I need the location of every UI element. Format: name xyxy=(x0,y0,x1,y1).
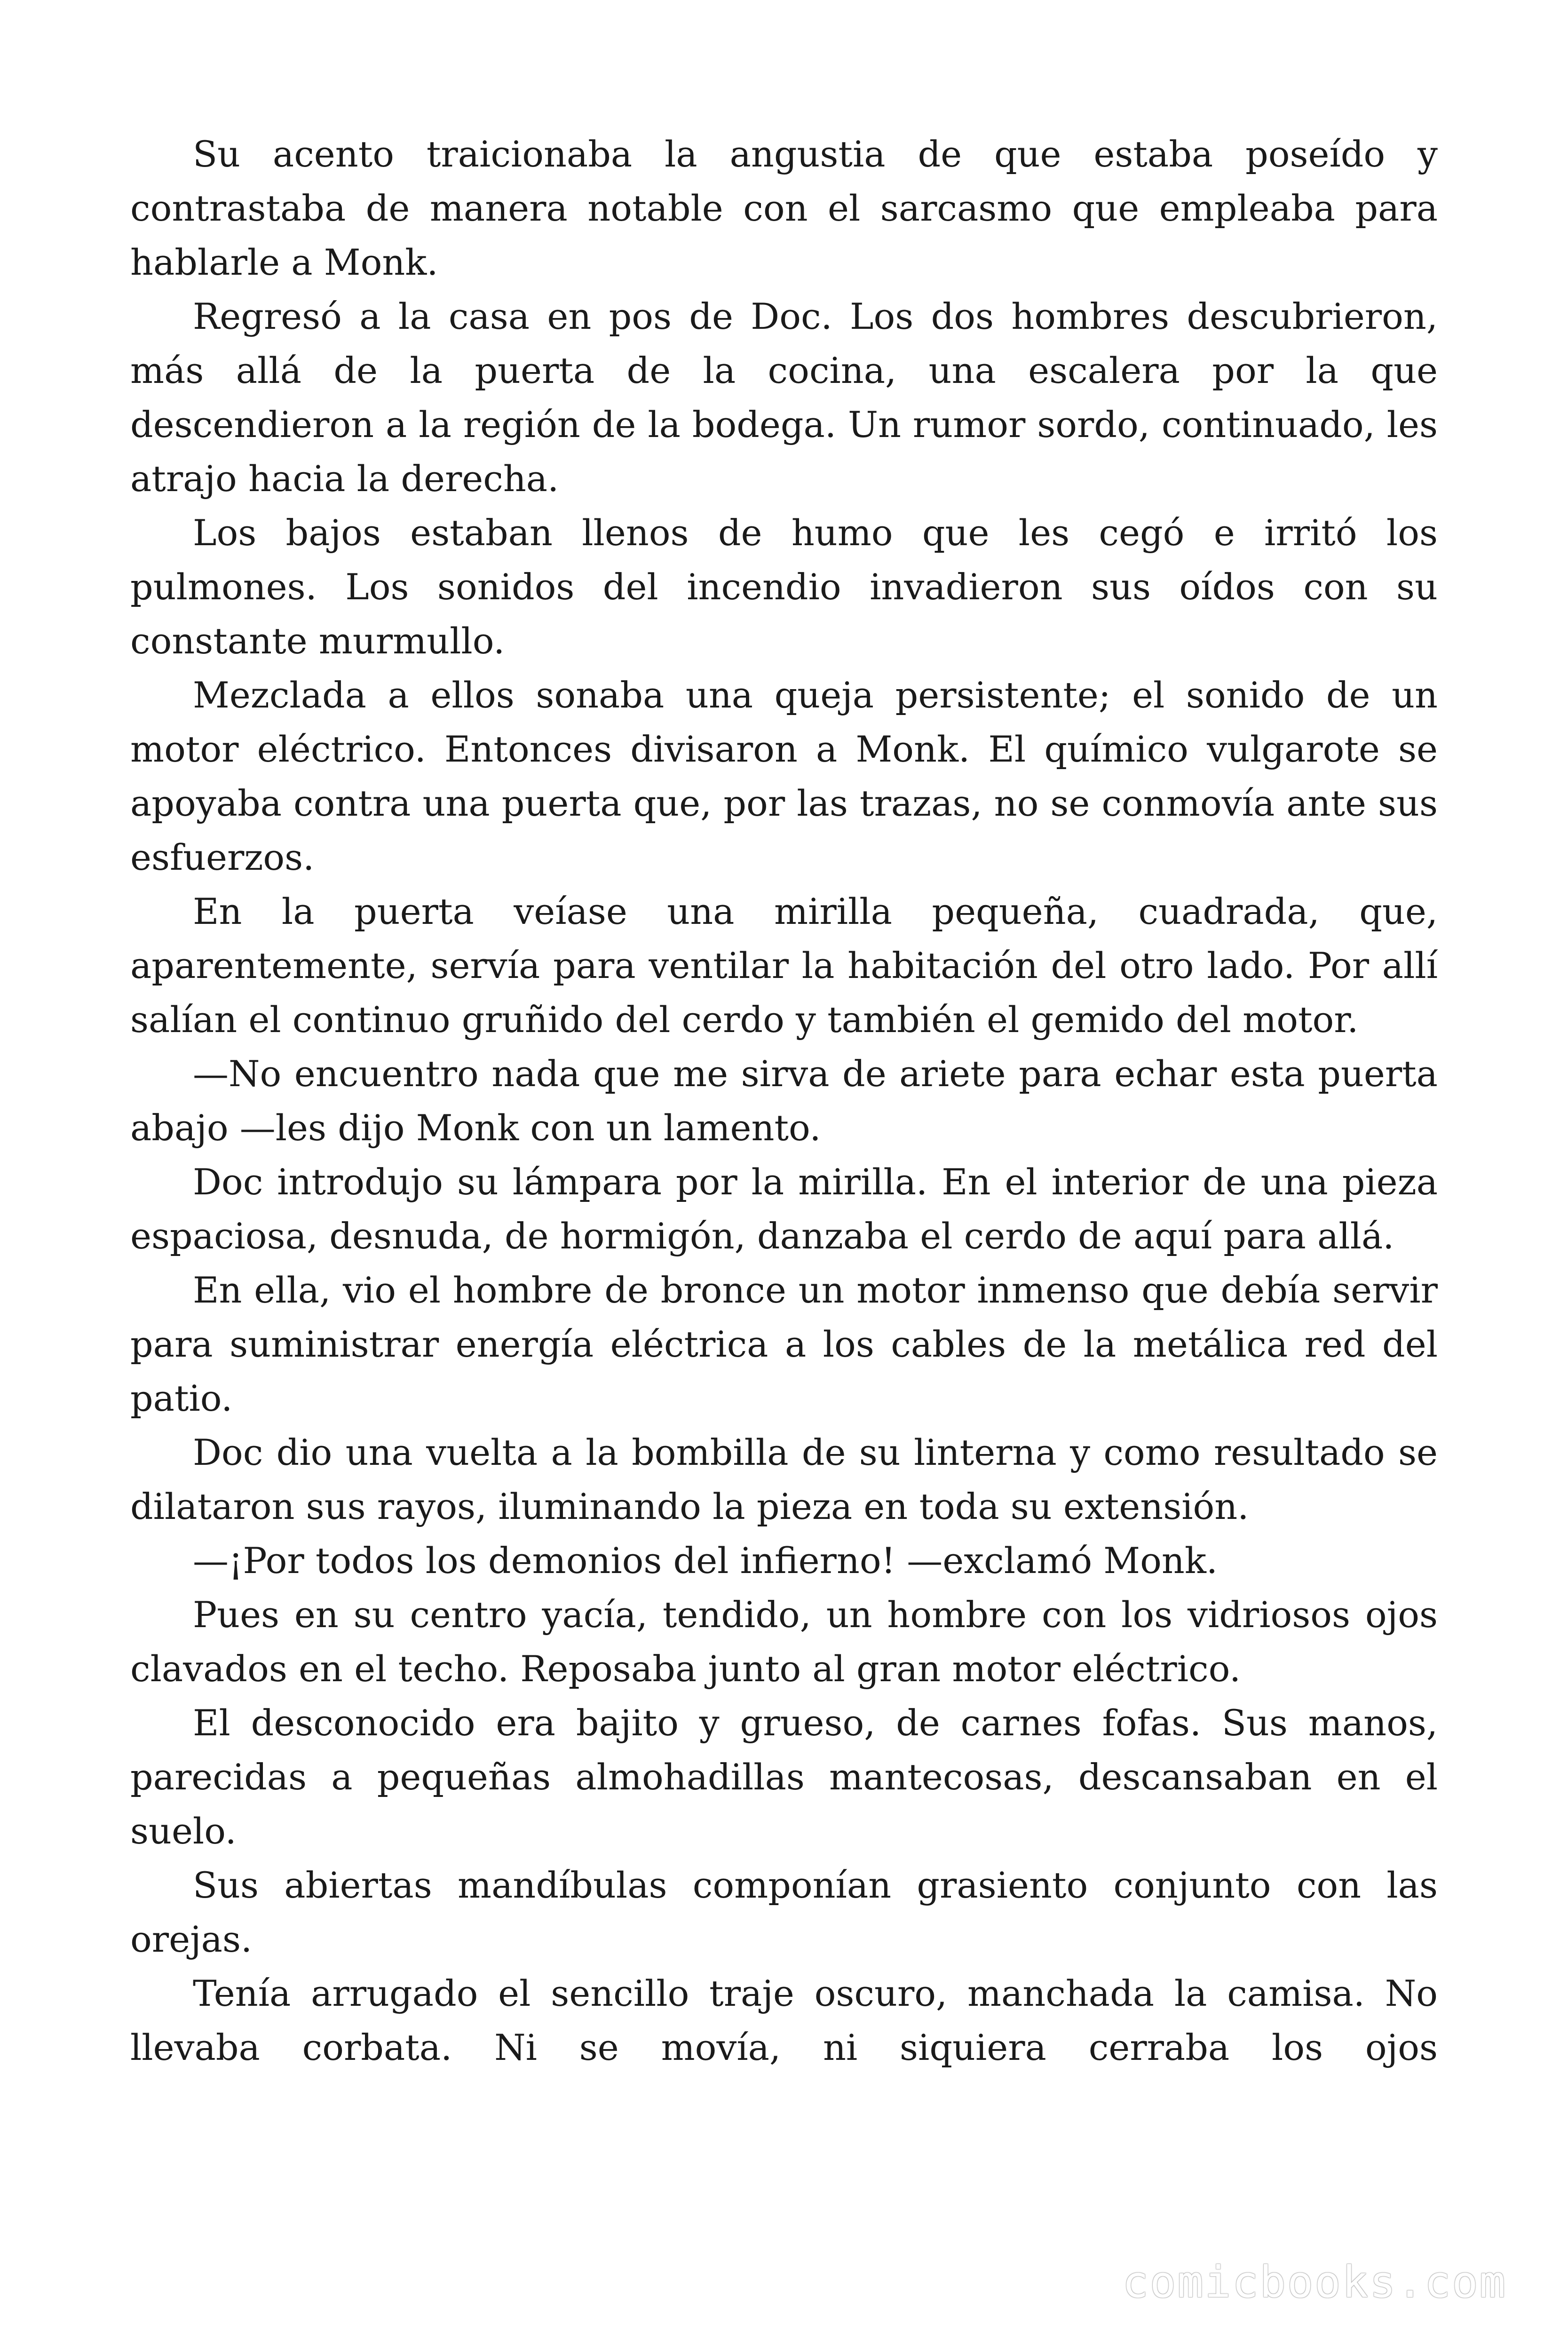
paragraph: Sus abiertas mandíbulas componían grasiento conjunto con las orejas. xyxy=(130,1864,1438,1960)
paragraph: Los bajos estaban llenos de humo que les cegó e irritó los pulmones. Los sonidos del incendio invadieron sus oídos con su constante murmullo. xyxy=(130,512,1438,662)
paragraph: Regresó a la casa en pos de Doc. Los dos hombres descubrieron, más allá de la puerta de la cocina, una escalera por la que descendieron a la región de la bodega. Un rumor sordo, continuado, les atrajo hacia la derecha. xyxy=(130,295,1438,500)
paragraph: En ella, vio el hombre de bronce un motor inmenso que debía servir para suministrar energía eléctrica a los cables de la metálica red del patio. xyxy=(130,1269,1438,1419)
paragraph: Su acento traicionaba la angustia de que estaba poseído y contrastaba de manera notable con el sarcasmo que empleaba para hablarle a Monk. xyxy=(130,133,1438,283)
page-body xyxy=(130,127,1438,2074)
paragraph: —¡Por todos los demonios del infierno! —exclamó Monk. xyxy=(193,1540,1218,1581)
paragraph: Pues en su centro yacía, tendido, un hombre con los vidriosos ojos clavados en el techo. Reposaba junto al gran motor eléctrico. xyxy=(130,1594,1438,1690)
paragraph: El desconocido era bajito y grueso, de carnes fofas. Sus manos, parecidas a pequeñas almohadillas mantecosas, descansaban en el suelo. xyxy=(130,1702,1438,1852)
paragraph: —No encuentro nada que me sirva de ariete para echar esta puerta abajo —les dijo Monk con un lamento. xyxy=(130,1053,1438,1149)
paragraph: Mezclada a ellos sonaba una queja persistente; el sonido de un motor eléctrico. Entonces divisaron a Monk. El químico vulgarote se apoyaba contra una puerta que, por las trazas, no se conmovía ante sus esfuerzos. xyxy=(130,674,1438,878)
paragraph: Doc dio una vuelta a la bombilla de su linterna y como resultado se dilataron sus rayos, iluminando la pieza en toda su extensión. xyxy=(130,1431,1438,1527)
paragraph: Tenía arrugado el sencillo traje oscuro, manchada la camisa. No llevaba corbata. Ni se movía, ni siquiera cerraba los ojos xyxy=(130,1972,1438,2068)
watermark: comicbooks.com xyxy=(1122,2257,1507,2307)
paragraph: En la puerta veíase una mirilla pequeña, cuadrada, que, aparentemente, servía para ventilar la habitación del otro lado. Por allí salían el continuo gruñido del cerdo y también el gemido del motor. xyxy=(130,890,1438,1041)
paragraph: Doc introdujo su lámpara por la mirilla. En el interior de una pieza espaciosa, desnuda, de hormigón, danzaba el cerdo de aquí para allá. xyxy=(130,1161,1438,1257)
